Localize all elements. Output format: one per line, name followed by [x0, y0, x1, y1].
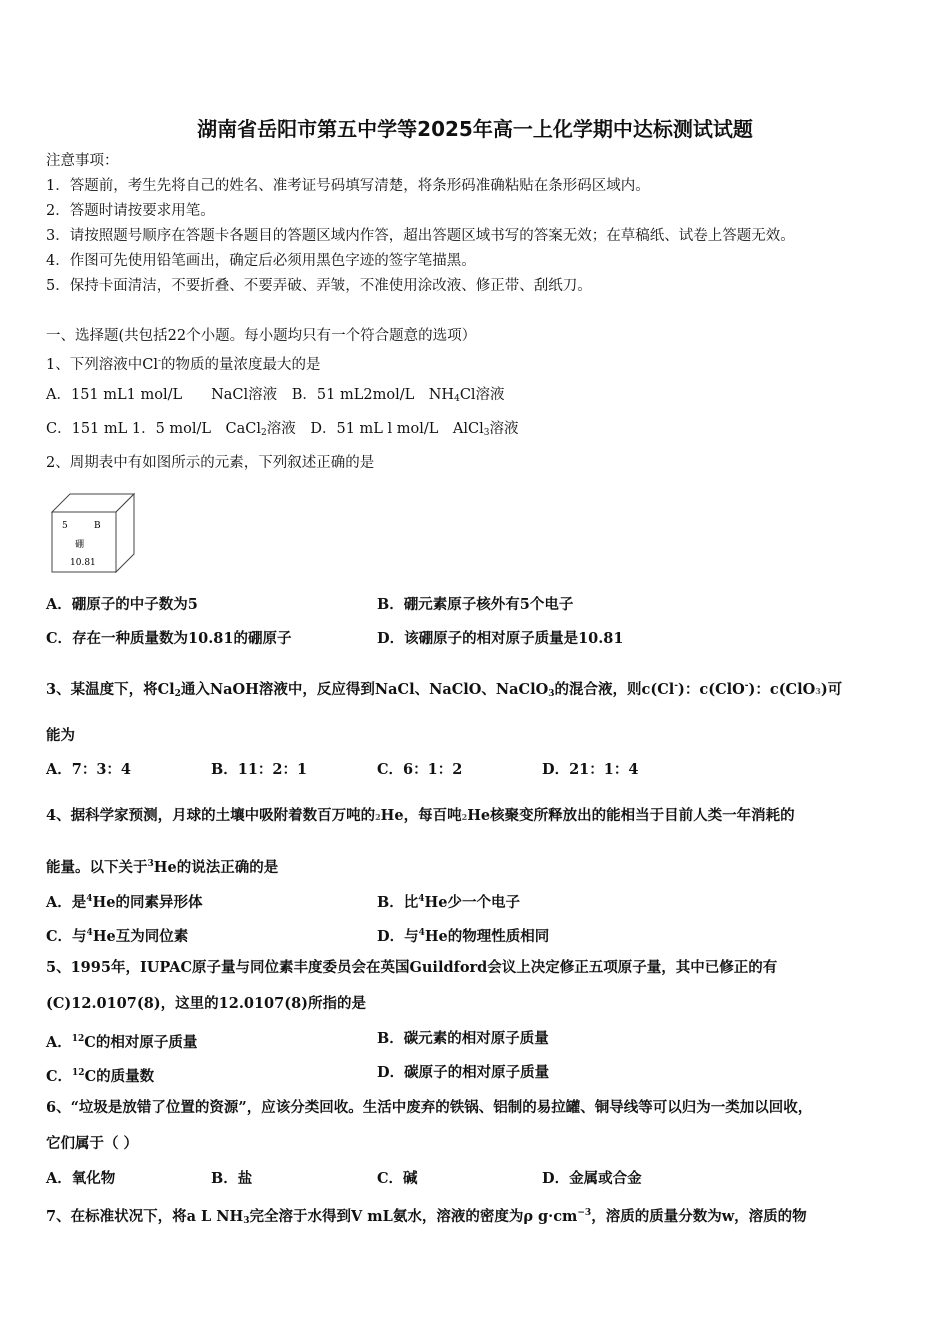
option-d: D．碳原子的相对原子质量 — [377, 1064, 550, 1081]
question-2-options-row2 — [46, 629, 624, 649]
option-c: C．碱 — [377, 1170, 418, 1187]
question-3-stem: 3、某温度下，将$Cl_2$通入NaOH溶液中，反应得到NaCl、NaClO、NaClO$_3$的混合液，则c(Cl-)：c(ClO-)：c(ClO3)可 — [46, 681, 843, 699]
notice-item: 5．保持卡面清洁，不要折叠、不要弄破、弄皱，不准使用涂改液、修正带、刮纸刀。 — [46, 278, 592, 294]
option-b: B．比$^4$He少一个电子 — [377, 894, 520, 911]
element-box-diagram — [50, 492, 140, 574]
option-d: D．金属或合金 — [542, 1170, 642, 1187]
question-4-options-row2 — [46, 923, 550, 947]
option-a: A．151 mL1 mol/L NaCl溶液 — [46, 387, 278, 403]
option-c: C．$^{12}$C的质量数 — [46, 1068, 155, 1085]
notice-item: 4．作图可先使用铅笔画出，确定后必须用黑色字迹的签字笔描黑。 — [46, 253, 476, 269]
notice-item: 2．答题时请按要求用笔。 — [46, 203, 215, 219]
option-a: A．氧化物 — [46, 1170, 116, 1187]
element-name: 硼 — [75, 540, 85, 550]
option-c: C．与$^4$He互为同位素 — [46, 928, 189, 945]
page-title: 湖南省岳阳市第五中学等2025年高一上化学期中达标测试试题 — [197, 117, 753, 141]
option-a: A．$^{12}$C的相对原子质量 — [46, 1034, 198, 1051]
option-b: B．硼元素原子核外有5个电子 — [377, 596, 574, 613]
option-d: D．与$^4$He的物理性质相同 — [377, 928, 550, 945]
question-4-stem-cont: 能量。以下关于$^3$He的说法正确的是 — [46, 859, 279, 876]
question-5-options-row1 — [46, 1029, 549, 1053]
option-b: B．碳元素的相对原子质量 — [377, 1030, 549, 1047]
section-heading: 一、选择题(共包括22个小题。每小题均只有一个符合题意的选项） — [46, 328, 477, 344]
option-a: A．硼原子的中子数为5 — [46, 596, 198, 613]
question-6-stem-cont: 它们属于（ ） — [46, 1135, 139, 1152]
question-1-options-row1 — [46, 385, 505, 409]
question-1-options-row2 — [46, 419, 519, 443]
question-7-stem: 7、在标准状况下，将a L $NH_3$完全溶于水得到V mL氨水，溶液的密度为ρ $g\cdot cm^{-3}$，溶质的质量分数为w，溶质的物 — [46, 1208, 807, 1226]
option-b: B．51 mL2mol/L $NH_4Cl$溶液 — [291, 387, 505, 404]
option-b: B．盐 — [211, 1170, 253, 1187]
question-6-stem: 6、“垃圾是放错了位置的资源”，应该分类回收。生活中废弃的铁锅、铝制的易拉罐、铜导线等可以归为一类加以回收， — [46, 1099, 813, 1116]
option-c: C．151 mL 1．5 mol/L CaCl$_2$溶液 — [46, 421, 296, 438]
option-d: D．51 mL l mol/L AlCl$_3$溶液 — [310, 421, 519, 438]
element-mass: 10.81 — [70, 558, 96, 568]
option-d: D．21：1：4 — [542, 761, 639, 778]
question-2-stem: 2、周期表中有如图所示的元素，下列叙述正确的是 — [46, 455, 375, 471]
option-b: B．11：2：1 — [211, 761, 308, 778]
question-4-options-row1 — [46, 889, 520, 913]
notice-item: 1．答题前，考生先将自己的姓名、准考证号码填写清楚，将条形码准确粘贴在条形码区域内。 — [46, 178, 650, 194]
element-symbol: B — [94, 521, 101, 531]
element-number: 5 — [62, 521, 68, 531]
option-c: C．6：1：2 — [377, 761, 463, 778]
notice-item: 3．请按照题号顺序在答题卡各题目的答题区域内作答，超出答题区域书写的答案无效；在草稿纸、试卷上答题无效。 — [46, 228, 795, 244]
question-5-stem: 5、1995年，IUPAC原子量与同位素丰度委员会在英国Guildford会议上决定修正五项原子量，其中已修正的有 — [46, 959, 778, 976]
notice-heading: 注意事项： — [46, 153, 119, 169]
question-4-stem: 4、据科学家预测，月球的土壤中吸附着数百万吨的2He，每百吨2He核聚变所释放出的能相当于目前人类一年消耗的 — [46, 807, 795, 824]
question-5-stem-cont: (C)12.0107(8)，这里的12.0107(8)所指的是 — [46, 995, 367, 1012]
question-3-stem-cont: 能为 — [46, 727, 75, 744]
question-2-options-row1 — [46, 595, 574, 615]
option-a: A．7：3：4 — [46, 761, 132, 778]
question-5-options-row2 — [46, 1063, 550, 1087]
option-a: A．是$^4$He的同素异形体 — [46, 894, 203, 911]
question-1-stem: 1、下列溶液中Cl-的物质的量浓度最大的是 — [46, 356, 321, 373]
option-c: C．存在一种质量数为10.81的硼原子 — [46, 630, 292, 647]
option-d: D．该硼原子的相对原子质量是10.81 — [377, 630, 624, 647]
